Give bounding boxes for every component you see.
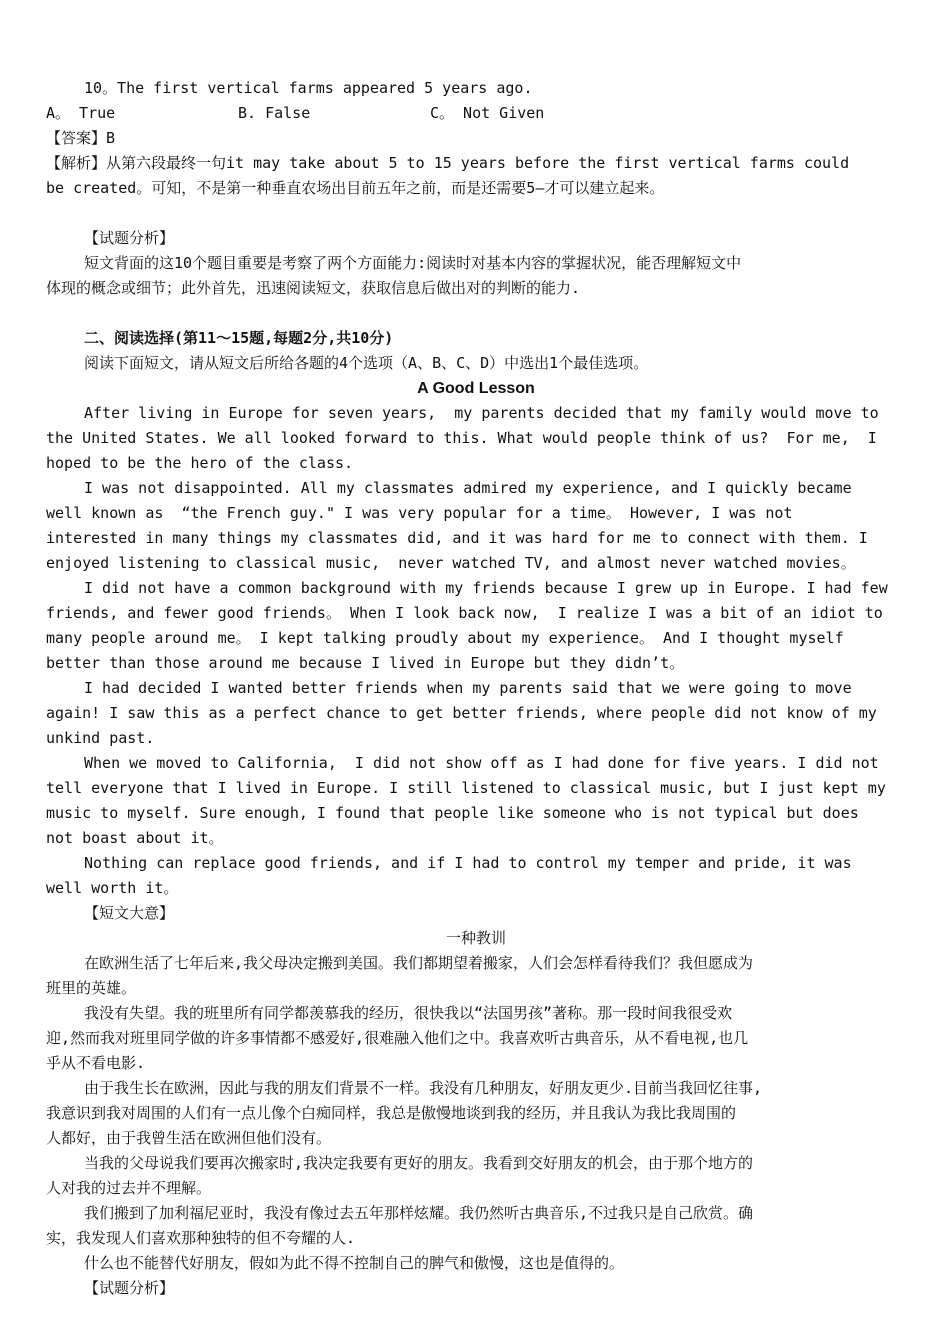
document-page (46, 76, 906, 1301)
passage-line: I was not disappointed. All my classmates admired my experience, and I quickly became (84, 479, 852, 497)
summary-heading: 【短文大意】 (84, 904, 175, 922)
section-heading: 二、阅读选择(第11～15题,每题2分,共10分) (84, 329, 394, 347)
summary-line: 乎从不看电影. (46, 1054, 146, 1072)
passage-line: I had decided I wanted better friends when my parents said that we were going to move (84, 679, 852, 697)
passage-line: unkind past. (46, 729, 155, 747)
passage-line: the United States. We all looked forward to this. What would people think of us? For me, I (46, 429, 877, 447)
passage-title: A Good Lesson (417, 380, 535, 397)
passage-line: Nothing can replace good friends, and if I had to control my temper and pride, it was (84, 854, 852, 872)
summary-line: 实，我发现人们喜欢那种独特的但不夸耀的人. (46, 1229, 356, 1247)
footer-analysis-heading: 【试题分析】 (84, 1279, 175, 1297)
passage-line: tell everyone that I lived in Europe. I still listened to classical music, but I just kept my (46, 779, 886, 797)
passage-line: When we moved to California, I did not show off as I had done for five years. I did not (84, 754, 879, 772)
passage-line: well worth it。 (46, 879, 179, 897)
analysis-line: 短文背面的这10个题目重要是考察了两个方面能力:阅读时对基本内容的掌握状况，能否理解短文中 (84, 254, 742, 272)
summary-line: 当我的父母说我们要再次搬家时,我决定我要有更好的朋友。我看到交好朋友的机会，由于那个地方的 (84, 1154, 754, 1172)
passage-line: friends, and fewer good friends。 When I look back now, I realize I was a bit of an idiot to (46, 604, 883, 622)
answer-label: 【答案】B (46, 129, 116, 147)
option-b: B. False (238, 104, 311, 122)
passage-line: again! I saw this as a perfect chance to get better friends, where people did not know of my (46, 704, 877, 722)
summary-line: 我们搬到了加利福尼亚时，我没有像过去五年那样炫耀。我仍然听古典音乐,不过我只是自己欣赏。确 (84, 1204, 754, 1222)
passage-line: better than those around me because I lived in Europe but they didn’t。 (46, 654, 685, 672)
passage-line: I did not have a common background with my friends because I grew up in Europe. I had few (84, 579, 888, 597)
summary-line: 人对我的过去并不理解。 (46, 1179, 212, 1197)
passage-line: After living in Europe for seven years, my parents decided that my family would move to (84, 404, 879, 422)
summary-line: 什么也不能替代好朋友，假如为此不得不控制自己的脾气和傲慢，这也是值得的。 (84, 1254, 625, 1272)
passage-line: interested in many things my classmates did, and it was hard for me to connect with them. I (46, 529, 868, 547)
instruction-text: 阅读下面短文，请从短文后所给各题的4个选项（A、B、C、D）中选出1个最佳选项。 (84, 354, 649, 372)
summary-line: 在欧洲生活了七年后来,我父母决定搬到美国。我们都期望着搬家，人们会怎样看待我们？我但愿成为 (84, 954, 754, 972)
passage-line: not boast about it。 (46, 829, 224, 847)
summary-line: 我没有失望。我的班里所有同学都羡慕我的经历，很快我以“法国男孩”著称。那一段时间我很受欢 (84, 1004, 733, 1022)
passage-line: music to myself. Sure enough, I found that people like someone who is not typical but does (46, 804, 859, 822)
summary-line: 由于我生长在欧洲，因此与我的朋友们背景不一样。我没有几种朋友，好朋友更少.目前当我回忆往事, (84, 1079, 763, 1097)
option-c: C。 Not Given (430, 104, 545, 122)
summary-line: 迎,然而我对班里同学做的许多事情都不感爱好,很难融入他们之中。我喜欢听古典音乐，从不看电视,也几 (46, 1029, 749, 1047)
option-a: A。 True (46, 104, 116, 122)
passage-line: hoped to be the hero of the class. (46, 454, 354, 472)
summary-title: 一种教训 (445, 929, 506, 947)
summary-line: 人都好，由于我曾生活在欧洲但他们没有。 (46, 1129, 332, 1147)
passage-line: many people around me。 I kept talking proudly about my experience。 And I thought myself (46, 629, 844, 647)
passage-line: well known as “the French guy." I was very popular for a time。 However, I was not (46, 504, 793, 522)
passage-line: enjoyed listening to classical music, never watched TV, and almost never watched movies。 (46, 554, 856, 572)
analysis-heading: 【试题分析】 (84, 229, 175, 247)
question-10-options (46, 101, 906, 126)
summary-line: 班里的英雄。 (46, 979, 137, 997)
analysis-line: 体现的概念或细节；此外首先，迅速阅读短文，获取信息后做出对的判断的能力. (46, 279, 581, 297)
summary-line: 我意识到我对周围的人们有一点儿像个白痴同样，我总是傲慢地谈到我的经历，并且我认为我比我周围的 (46, 1104, 737, 1122)
explanation-line: 【解析】从第六段最终一句it may take about 5 to 15 years before the first vertical farms could (46, 154, 850, 172)
question-10: 10。The first vertical farms appeared 5 years ago. (84, 79, 533, 97)
explanation-line: be created。可知，不是第一种垂直农场出目前五年之前，而是还需要5—才可以建立起来。 (46, 179, 665, 197)
